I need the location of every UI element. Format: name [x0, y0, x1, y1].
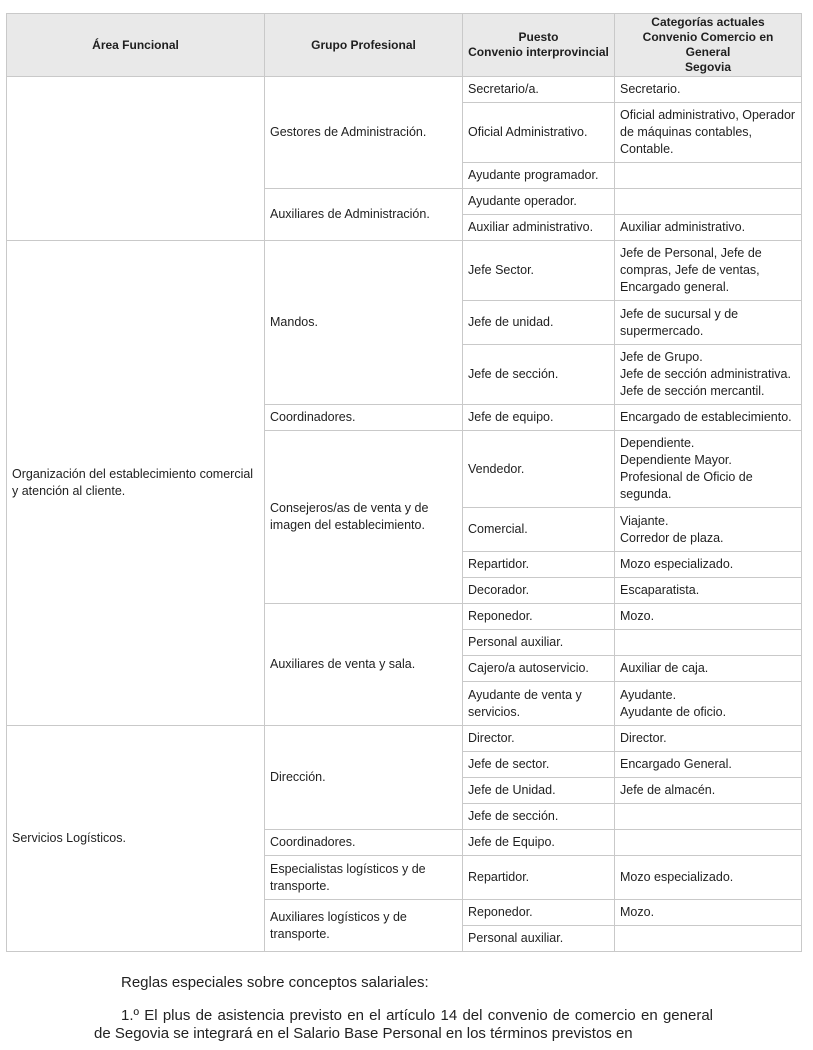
header-categorias-actuales: Categorías actuales Convenio Comercio en General Segovia: [615, 14, 802, 77]
categoria-actual-cell: Jefe de Personal, Jefe de compras, Jefe de ventas, Encargado general.: [615, 241, 802, 301]
rule-paragraph-1: 1.º El plus de asistencia previsto en el artículo 14 del convenio de comercio en general de Segovia se integrará en el Salario Base Personal en los términos previstos en: [94, 1007, 713, 1042]
puesto-cell: Jefe de sector.: [463, 752, 615, 778]
categoria-actual-cell: Mozo especializado.: [615, 856, 802, 900]
header-puesto: Puesto Convenio interprovincial: [463, 14, 615, 77]
categoria-actual-cell: Jefe de sucursal y de supermercado.: [615, 301, 802, 345]
grupo-profesional-cell: Coordinadores.: [265, 405, 463, 431]
categoria-actual-cell: Oficial administrativo, Operador de máquinas contables, Contable.: [615, 103, 802, 163]
grupo-profesional-cell: Auxiliares de Administración.: [265, 189, 463, 241]
grupo-profesional-cell: Dirección.: [265, 726, 463, 830]
area-funcional-cell: Servicios Logísticos.: [7, 726, 265, 952]
categoria-actual-cell: [615, 926, 802, 952]
header-grupo-profesional: Grupo Profesional: [265, 14, 463, 77]
categoria-actual-cell: Mozo especializado.: [615, 552, 802, 578]
table-body: [7, 77, 802, 952]
puesto-cell: Jefe Sector.: [463, 241, 615, 301]
categoria-actual-cell: Director.: [615, 726, 802, 752]
puesto-cell: Jefe de sección.: [463, 804, 615, 830]
puesto-cell: Ayudante programador.: [463, 163, 615, 189]
puesto-cell: Director.: [463, 726, 615, 752]
categoria-actual-cell: Secretario.: [615, 77, 802, 103]
grupo-profesional-cell: Auxiliares logísticos y de transporte.: [265, 900, 463, 952]
puesto-cell: Ayudante operador.: [463, 189, 615, 215]
puesto-cell: Reponedor.: [463, 604, 615, 630]
puesto-cell: Personal auxiliar.: [463, 926, 615, 952]
categoria-actual-cell: Jefe de Grupo. Jefe de sección administrativa. Jefe de sección mercantil.: [615, 345, 802, 405]
puesto-cell: Oficial Administrativo.: [463, 103, 615, 163]
categoria-actual-cell: [615, 189, 802, 215]
rules-title: Reglas especiales sobre conceptos salariales:: [121, 974, 429, 991]
area-funcional-cell: [7, 77, 265, 241]
grupo-profesional-cell: Consejeros/as de venta y de imagen del establecimiento.: [265, 431, 463, 604]
table-row: [7, 726, 802, 752]
categoria-actual-cell: Auxiliar de caja.: [615, 656, 802, 682]
puesto-cell: Jefe de unidad.: [463, 301, 615, 345]
table-header: [7, 14, 802, 77]
header-row: [7, 14, 802, 77]
grupo-profesional-cell: Gestores de Administración.: [265, 77, 463, 189]
categoria-actual-cell: Auxiliar administrativo.: [615, 215, 802, 241]
categoria-actual-cell: [615, 804, 802, 830]
grupo-profesional-cell: Especialistas logísticos y de transporte.: [265, 856, 463, 900]
puesto-cell: Jefe de Unidad.: [463, 778, 615, 804]
puesto-cell: Vendedor.: [463, 431, 615, 508]
puesto-cell: Decorador.: [463, 578, 615, 604]
grupo-profesional-cell: Mandos.: [265, 241, 463, 405]
grupo-profesional-cell: Auxiliares de venta y sala.: [265, 604, 463, 726]
header-area-funcional: Área Funcional: [7, 14, 265, 77]
puesto-cell: Jefe de sección.: [463, 345, 615, 405]
categoria-actual-cell: Dependiente. Dependiente Mayor. Profesional de Oficio de segunda.: [615, 431, 802, 508]
area-funcional-cell: Organización del establecimiento comercial y atención al cliente.: [7, 241, 265, 726]
categoria-actual-cell: [615, 630, 802, 656]
categoria-actual-cell: Jefe de almacén.: [615, 778, 802, 804]
categoria-actual-cell: [615, 830, 802, 856]
puesto-cell: Comercial.: [463, 508, 615, 552]
puesto-cell: Jefe de equipo.: [463, 405, 615, 431]
categoria-actual-cell: Encargado General.: [615, 752, 802, 778]
puesto-cell: Secretario/a.: [463, 77, 615, 103]
puesto-cell: Cajero/a autoservicio.: [463, 656, 615, 682]
puesto-cell: Repartidor.: [463, 856, 615, 900]
categoria-actual-cell: Escaparatista.: [615, 578, 802, 604]
puesto-cell: Auxiliar administrativo.: [463, 215, 615, 241]
puesto-cell: Repartidor.: [463, 552, 615, 578]
categoria-actual-cell: Ayudante. Ayudante de oficio.: [615, 682, 802, 726]
categoria-actual-cell: Viajante. Corredor de plaza.: [615, 508, 802, 552]
categoria-actual-cell: Mozo.: [615, 604, 802, 630]
puesto-cell: Ayudante de venta y servicios.: [463, 682, 615, 726]
puesto-cell: Reponedor.: [463, 900, 615, 926]
grupo-profesional-cell: Coordinadores.: [265, 830, 463, 856]
equivalence-table: [6, 13, 802, 952]
categoria-actual-cell: Encargado de establecimiento.: [615, 405, 802, 431]
table-row: [7, 241, 802, 301]
puesto-cell: Personal auxiliar.: [463, 630, 615, 656]
categoria-actual-cell: Mozo.: [615, 900, 802, 926]
categoria-actual-cell: [615, 163, 802, 189]
table-row: [7, 77, 802, 103]
puesto-cell: Jefe de Equipo.: [463, 830, 615, 856]
